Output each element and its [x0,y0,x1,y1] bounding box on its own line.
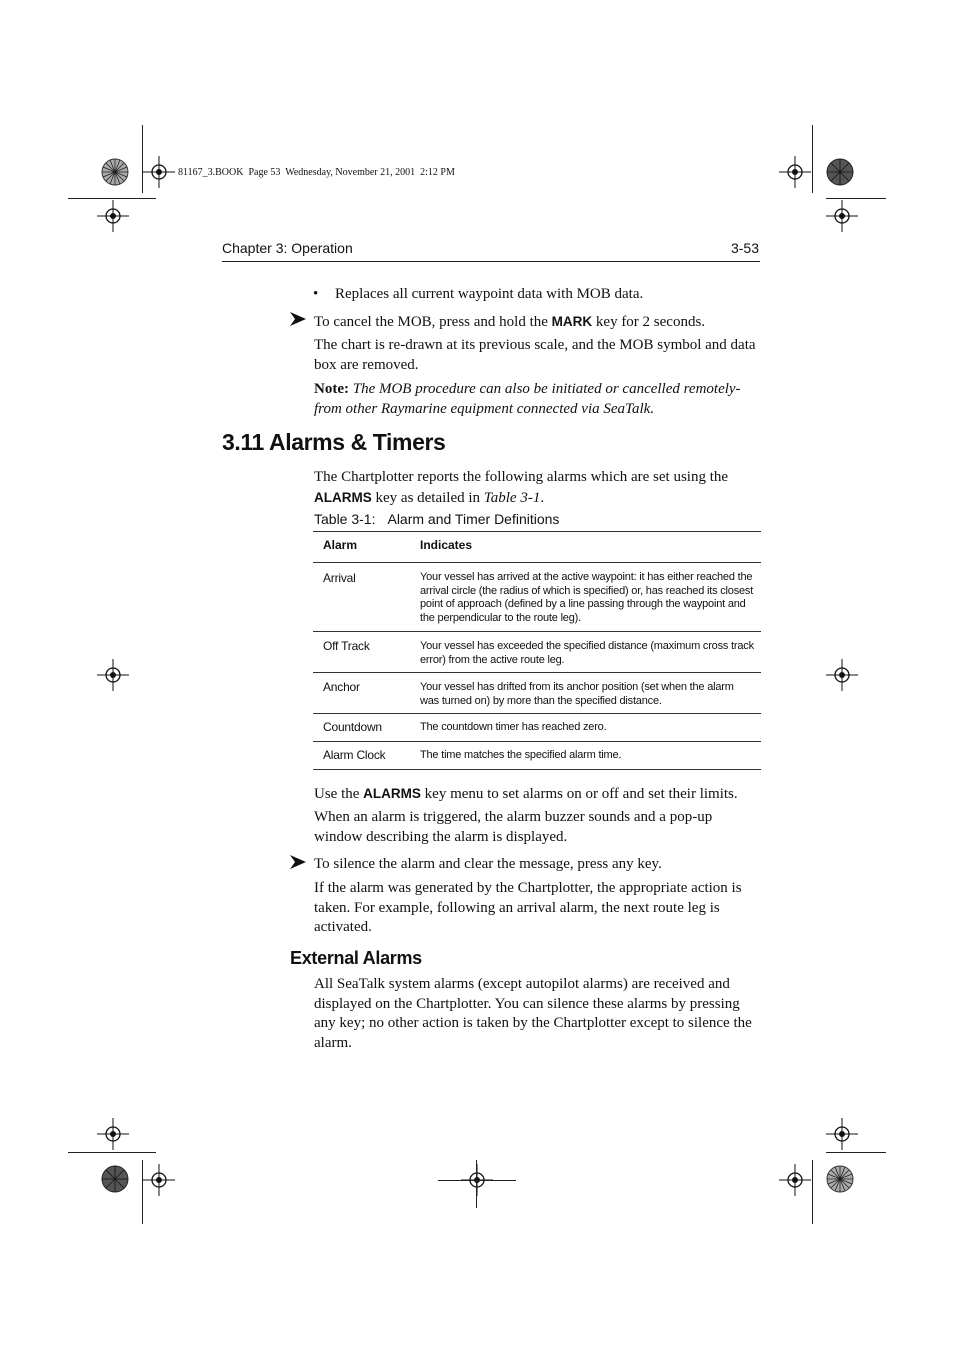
alarm-definitions-table [313,531,761,770]
registration-target-icon [779,156,811,188]
table-cell-indicates: The countdown timer has reached zero. [420,721,607,733]
starburst-mark-icon [101,1165,129,1193]
crop-line [68,1152,156,1153]
note [314,380,759,419]
step-cancel-mob: To cancel the MOB, press and hold the MARK key for 2 seconds. [314,314,706,330]
table-cell-alarm: Off Track [323,639,370,653]
paragraph: If the alarm was generated by the Chartplotter, the appropriate action is taken. For example, following an arrival alarm, the next route leg is activated. [314,880,742,935]
table-cell-alarm: Countdown [323,720,382,734]
registration-target-icon [826,200,858,232]
crop-line [476,1160,477,1208]
registration-target-icon [143,1164,175,1196]
table-header-indicates: Indicates [420,538,473,552]
table-cell-alarm: Anchor [323,680,360,694]
registration-target-icon [779,1164,811,1196]
paragraph: When an alarm is triggered, the alarm buzzer sounds and a pop-up window describing the alarm is displayed. [314,809,713,845]
starburst-mark-icon [826,1165,854,1193]
crop-line [438,1180,516,1181]
table-row [313,742,761,770]
starburst-mark-icon [826,158,854,186]
crop-line [68,198,156,199]
running-header-page-number: 3-53 [730,240,759,256]
table-row [313,714,761,742]
header-rule [222,261,760,262]
crop-line [826,198,886,199]
crop-line [812,125,813,193]
registration-target-icon [826,1118,858,1150]
table-row [313,673,761,714]
step-arrow-icon [290,312,306,331]
registration-target-icon [97,1118,129,1150]
print-slug: 81167_3.BOOK Page 53 Wednesday, November 21, 2001 2:12 PM [178,167,455,178]
table-row [313,563,761,632]
mark-key-label: MARK [551,314,593,329]
table-cell-indicates: The time matches the specified alarm time. [420,749,622,761]
running-header-chapter: Chapter 3: Operation [222,240,353,256]
crop-line [826,1152,886,1153]
note-text: The MOB procedure can also be initiated or cancelled remotely-from other Raymarine equipment connected via SeaTalk. [314,381,741,417]
alarms-key-label: ALARMS [314,489,372,505]
section-title: 3.11 Alarms & Timers [222,429,446,455]
table-cell-alarm: Arrival [323,571,356,585]
step-silence-alarm: To silence the alarm and clear the message, press any key. [314,856,662,872]
registration-target-icon [97,200,129,232]
step-arrow-icon [290,855,306,874]
table-cell-indicates: Your vessel has drifted from its anchor position (set when the alarm was turned on) by more than the specified distance. [420,681,734,707]
table-header-alarm: Alarm [323,538,358,552]
registration-target-icon [97,659,129,691]
bullet-icon: • [313,286,319,302]
paragraph: Use the ALARMS key menu to set alarms on or off and set their limits. [314,786,738,802]
table-caption: Table 3-1: Alarm and Timer Definitions [314,511,560,527]
subsection-title: External Alarms [290,948,422,968]
table-cell-indicates: Your vessel has exceeded the specified distance (maximum cross track error) from the active route leg. [420,640,754,666]
crop-line [812,1160,813,1224]
registration-target-icon [143,156,175,188]
paragraph: All SeaTalk system alarms (except autopilot alarms) are received and displayed on the Chartplotter. You can silence these alarms by pressing any key; no other action is taken by the Chartplotter except to silence the alarm. [314,976,752,1051]
paragraph: The chart is re-drawn at its previous scale, and the MOB symbol and data box are removed. [314,337,756,373]
table-row [313,632,761,673]
note-label: Note: [314,381,349,397]
bullet-item: • Replaces all current waypoint data with MOB data. [313,285,763,305]
alarms-key-label: ALARMS [363,786,421,801]
table-cell-alarm: Alarm Clock [323,748,386,762]
table-ref-link: Table 3-1 [483,489,541,506]
table-cell-indicates: Your vessel has arrived at the active waypoint: it has either reached the arrival circle (the radius of which is specified) or, has reached its closest point of approach (defined by a line passing through the waypoint and the perpendicular to the route leg). [420,571,754,625]
starburst-mark-icon [101,158,129,186]
section-intro: The Chartplotter reports the following alarms which are set using the ALARMS key as detailed in Table 3-1. [314,469,729,506]
registration-target-icon [826,659,858,691]
